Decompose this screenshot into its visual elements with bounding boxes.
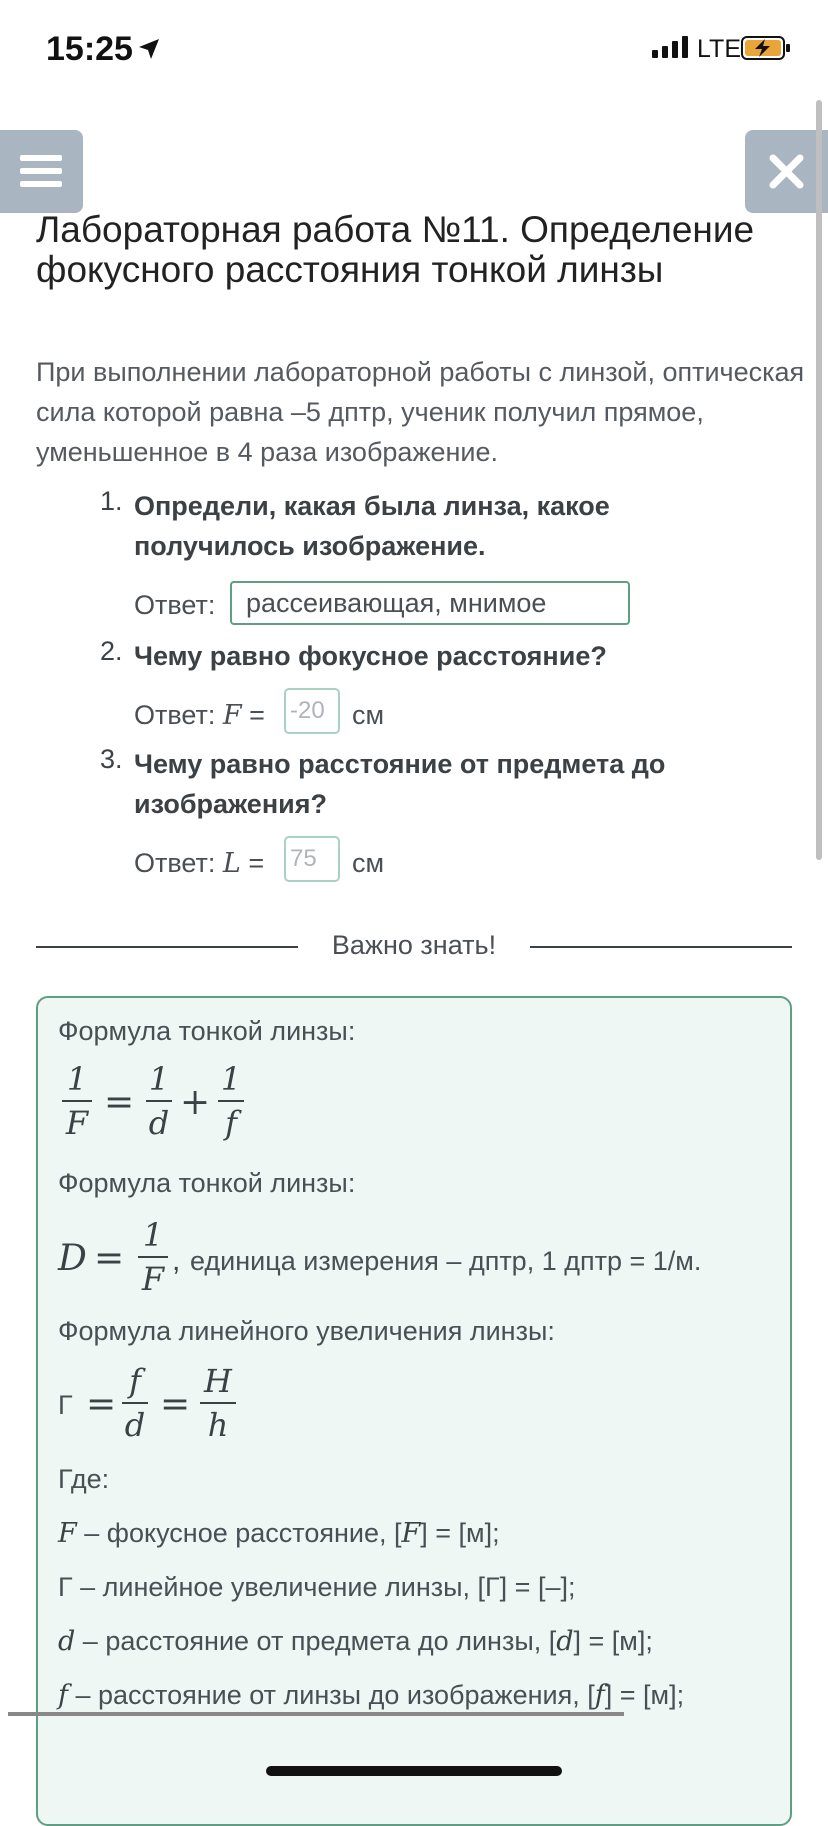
formula-operator: = (94, 1238, 125, 1279)
fraction-numerator: 1 (142, 1216, 164, 1254)
formula-label: Формула линейного увеличения линзы: (58, 1316, 555, 1346)
question-number: 2. (100, 636, 123, 666)
where-label: Где: (58, 1464, 110, 1494)
status-time: 15:25 (46, 30, 133, 68)
definition-text: – расстояние от линзы до изображения, [ (68, 1680, 595, 1710)
question-text: Определи, какая была линза, какое получилось изображение. (134, 491, 610, 561)
answer-input-lens-type[interactable]: рассеивающая, мнимое (230, 581, 630, 625)
answer-unit: см (352, 848, 385, 878)
definition-symbol: F (58, 1518, 77, 1549)
answer-input-distance[interactable]: 75 (284, 836, 340, 882)
fraction-bar (122, 1402, 148, 1404)
fraction-denominator: f (225, 1104, 237, 1142)
formula-note: единица измерения – дптр, 1 дптр = 1/м. (190, 1246, 702, 1276)
fraction-numerator: H (204, 1362, 232, 1400)
definition-text: – расстояние от предмета до линзы, [ (75, 1626, 557, 1656)
definition-unit: ] = [м]; (573, 1626, 653, 1656)
fraction-bar (218, 1100, 244, 1102)
fraction-bar (62, 1100, 92, 1102)
fraction-denominator: d (148, 1104, 170, 1142)
definition-item (58, 1572, 575, 1603)
horizontal-scrollbar[interactable] (8, 1712, 624, 1716)
formula-fraction (138, 1216, 168, 1298)
formula-fraction (122, 1362, 148, 1444)
question-text: Чему равно расстояние от предмета до изображения? (134, 749, 666, 819)
fraction-numerator: 1 (66, 1060, 88, 1098)
location-arrow-icon (138, 38, 160, 60)
formula-label: Формула тонкой линзы: (58, 1016, 356, 1046)
formula-fraction (146, 1060, 172, 1142)
answer-variable: F (222, 700, 242, 731)
page-title: Лабораторная работа №11. Определение фокусного расстояния тонкой линзы (36, 209, 755, 290)
fraction-bar (146, 1100, 172, 1102)
task-description: При выполнении лабораторной работы с линзой, оптическая сила которой равна –5 дптр, ученик получил прямое, уменьшенное в 4 раза изображение. (36, 357, 805, 467)
formula-operator: = (86, 1384, 117, 1425)
hamburger-menu-icon (18, 148, 65, 195)
menu-button[interactable] (0, 130, 83, 213)
answer-label: Ответ: (134, 590, 216, 620)
formula-fraction (218, 1060, 244, 1142)
definition-unit: ] = [м]; (604, 1680, 685, 1710)
close-icon (763, 148, 810, 195)
fraction-bar (138, 1256, 168, 1258)
answer-variable: L (222, 848, 241, 879)
fraction-denominator: F (65, 1104, 89, 1142)
formula-operator: = (104, 1082, 135, 1123)
answer-equals: = (248, 848, 265, 878)
formula-comma: , (172, 1244, 181, 1277)
definition-symbol: d (58, 1626, 76, 1657)
formula-symbol: Г (58, 1390, 73, 1420)
definition-unit: ] = [м]; (420, 1518, 500, 1548)
divider-line-right (530, 946, 792, 948)
formula-symbol: D (58, 1238, 87, 1279)
fraction-denominator: h (207, 1406, 229, 1444)
answer-label-text: Ответ: (134, 700, 216, 730)
answer-input-focal-length[interactable]: -20 (284, 688, 340, 734)
fraction-numerator: 1 (148, 1060, 170, 1098)
home-indicator[interactable] (266, 1766, 562, 1776)
battery-charging-icon (741, 36, 791, 60)
scrollbar[interactable] (816, 100, 822, 860)
formula-operator: + (180, 1082, 211, 1123)
definition-symbol: f (594, 1680, 605, 1711)
definition-symbol: d (556, 1626, 574, 1657)
fraction-bar (200, 1402, 236, 1404)
question-number: 3. (100, 744, 123, 774)
fraction-denominator: F (141, 1260, 165, 1298)
definition-item (58, 1518, 500, 1549)
answer-label (134, 848, 264, 879)
definition-item (58, 1680, 684, 1711)
status-bar (0, 0, 828, 100)
answer-label (134, 700, 265, 731)
definition-text: – фокусное расстояние, [ (76, 1518, 402, 1548)
formula-fraction (62, 1060, 92, 1142)
fraction-denominator: d (124, 1406, 146, 1444)
fraction-numerator: 1 (220, 1060, 242, 1098)
answer-label-text: Ответ: (134, 848, 216, 878)
answer-unit: см (352, 700, 385, 730)
cellular-signal-icon (652, 36, 690, 58)
question-text: Чему равно фокусное расстояние? (134, 641, 607, 671)
fraction-numerator: f (129, 1362, 141, 1400)
divider-line-left (36, 946, 298, 948)
formula-label: Формула тонкой линзы: (58, 1168, 356, 1198)
question-number: 1. (100, 486, 123, 516)
answer-equals: = (249, 700, 265, 730)
definition-item (58, 1626, 653, 1657)
formula-operator: = (160, 1384, 191, 1425)
definition-text: Г – линейное увеличение линзы, [Г] = [–]; (58, 1572, 576, 1602)
important-heading: Важно знать! (331, 930, 497, 960)
formula-fraction (200, 1362, 236, 1444)
network-type: LTE (697, 35, 741, 63)
definition-symbol: F (401, 1518, 421, 1549)
definition-symbol: f (58, 1680, 68, 1711)
